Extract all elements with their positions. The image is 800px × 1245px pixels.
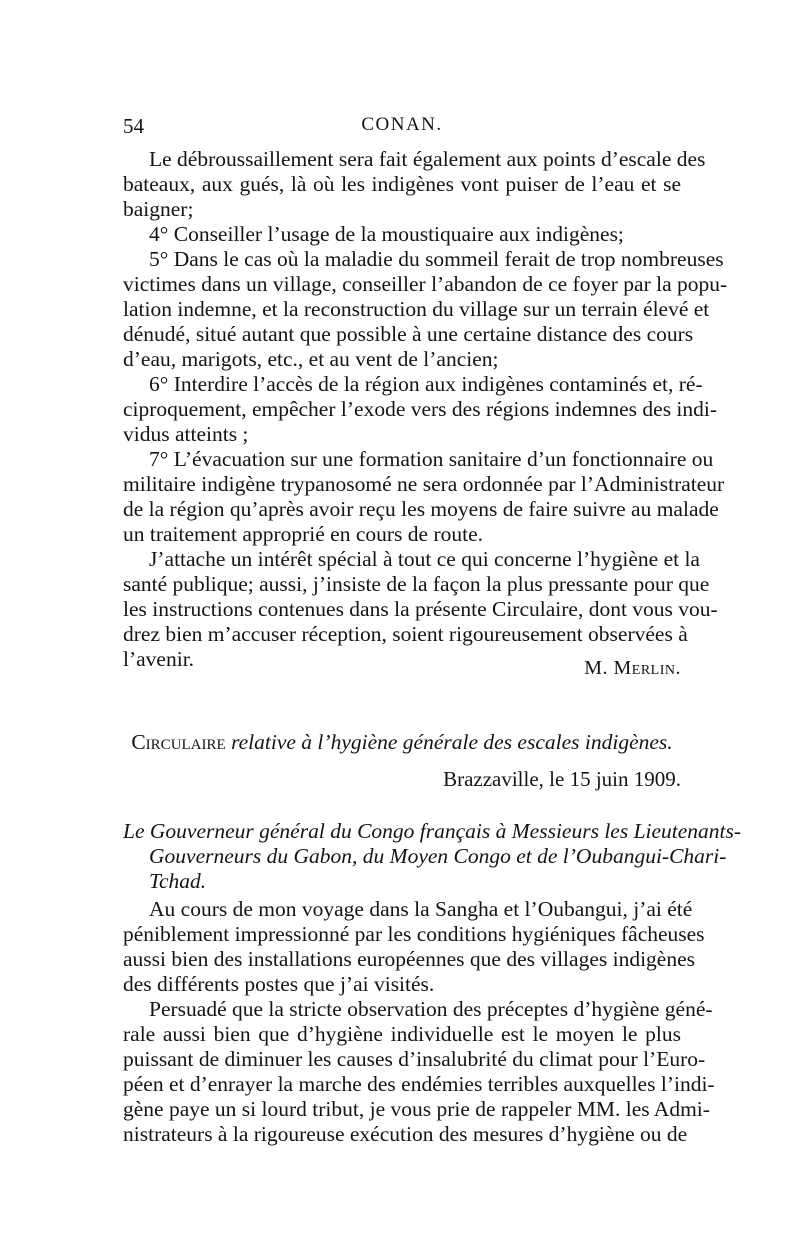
text-line: d’eau, marigots, etc., et au vent de l’ancien; bbox=[123, 347, 499, 371]
text-line: ciproquement, empêcher l’exode vers des régions indemnes des indi- bbox=[123, 397, 718, 421]
text-line: bateaux, aux gués, là où les indigènes vont puiser de l’eau et se bbox=[123, 172, 681, 196]
text-line: baigner; bbox=[123, 197, 194, 221]
text-line: l’avenir. bbox=[123, 647, 195, 671]
text-line: 6° Interdire l’accès de la région aux indigènes contaminés et, ré- bbox=[149, 372, 703, 396]
text-line: Persuadé que la stricte observation des préceptes d’hygiène géné- bbox=[149, 997, 713, 1021]
text-line: gène paye un si lourd tribut, je vous prie de rappeler MM. les Admi- bbox=[123, 1097, 710, 1121]
address-line: Gouverneurs du Gabon, du Moyen Congo et de l’Oubangui-Chari- bbox=[149, 844, 727, 868]
page-header bbox=[123, 114, 681, 140]
text-line: 4° Conseiller l’usage de la moustiquaire aux indigènes; bbox=[149, 222, 624, 246]
text-line: dénudé, situé autant que possible à une certaine distance des cours bbox=[123, 322, 694, 346]
text-line: puissant de diminuer les causes d’insalubrité du climat pour l’Euro- bbox=[123, 1047, 706, 1071]
running-head: CONAN. bbox=[361, 114, 443, 135]
page-number: 54 bbox=[123, 114, 144, 138]
text-line: 5° Dans le cas où la maladie du sommeil ferait de trop nombreuses bbox=[149, 247, 724, 271]
text-line: des différents postes que j’ai visités. bbox=[123, 972, 435, 996]
text-line: drez bien m’accuser réception, soient rigoureusement observées à bbox=[123, 622, 688, 646]
circulaire-title-lead: Circulaire bbox=[131, 730, 226, 754]
text-line: un traitement approprié en cours de route. bbox=[123, 522, 483, 546]
text-line: J’attache un intérêt spécial à tout ce qui concerne l’hygiène et la bbox=[149, 547, 700, 571]
circulaire-title-rest: relative à l’hygiène générale des escales indigènes. bbox=[231, 730, 673, 754]
text-line: Le débroussaillement sera fait également aux points d’escale des bbox=[149, 147, 706, 171]
text-line: péniblement impressionné par les conditions hygiéniques fâcheuses bbox=[123, 922, 705, 946]
text-line: nistrateurs à la rigoureuse exécution des mesures d’hygiène ou de bbox=[123, 1122, 688, 1146]
text-line: vidus atteints ; bbox=[123, 422, 249, 446]
text-line: péen et d’enrayer la marche des endémies terribles auxquelles l’indi- bbox=[123, 1072, 715, 1096]
circulaire-title bbox=[123, 730, 681, 755]
text-line: lation indemne, et la reconstruction du village sur un terrain élevé et bbox=[123, 297, 710, 321]
text-line: aussi bien des installations européennes que des villages indigènes bbox=[123, 947, 696, 971]
text-line: les instructions contenues dans la présente Circulaire, dont vous vou- bbox=[123, 597, 718, 621]
address-line: Tchad. bbox=[149, 869, 207, 893]
signature: M. Merlin. bbox=[584, 657, 681, 679]
text-line: victimes dans un village, conseiller l’abandon de ce foyer par la popu- bbox=[123, 272, 728, 296]
text-line: 7° L’évacuation sur une formation sanitaire d’un fonctionnaire ou bbox=[149, 447, 714, 471]
text-line: Au cours de mon voyage dans la Sangha et l’Oubangui, j’ai été bbox=[149, 897, 693, 921]
text-line: de la région qu’après avoir reçu les moyens de faire suivre au malade bbox=[123, 497, 719, 521]
dateline: Brazzaville, le 15 juin 1909. bbox=[443, 767, 681, 791]
text-line: santé publique; aussi, j’insiste de la façon la plus pressante pour que bbox=[123, 572, 710, 596]
text-line: rale aussi bien que d’hygiène individuelle est le moyen le plus bbox=[123, 1022, 681, 1046]
address-line: Le Gouverneur général du Congo français à Messieurs les Lieutenants- bbox=[123, 819, 742, 843]
text-line: militaire indigène trypanosomé ne sera ordonnée par l’Administrateur bbox=[123, 472, 725, 496]
